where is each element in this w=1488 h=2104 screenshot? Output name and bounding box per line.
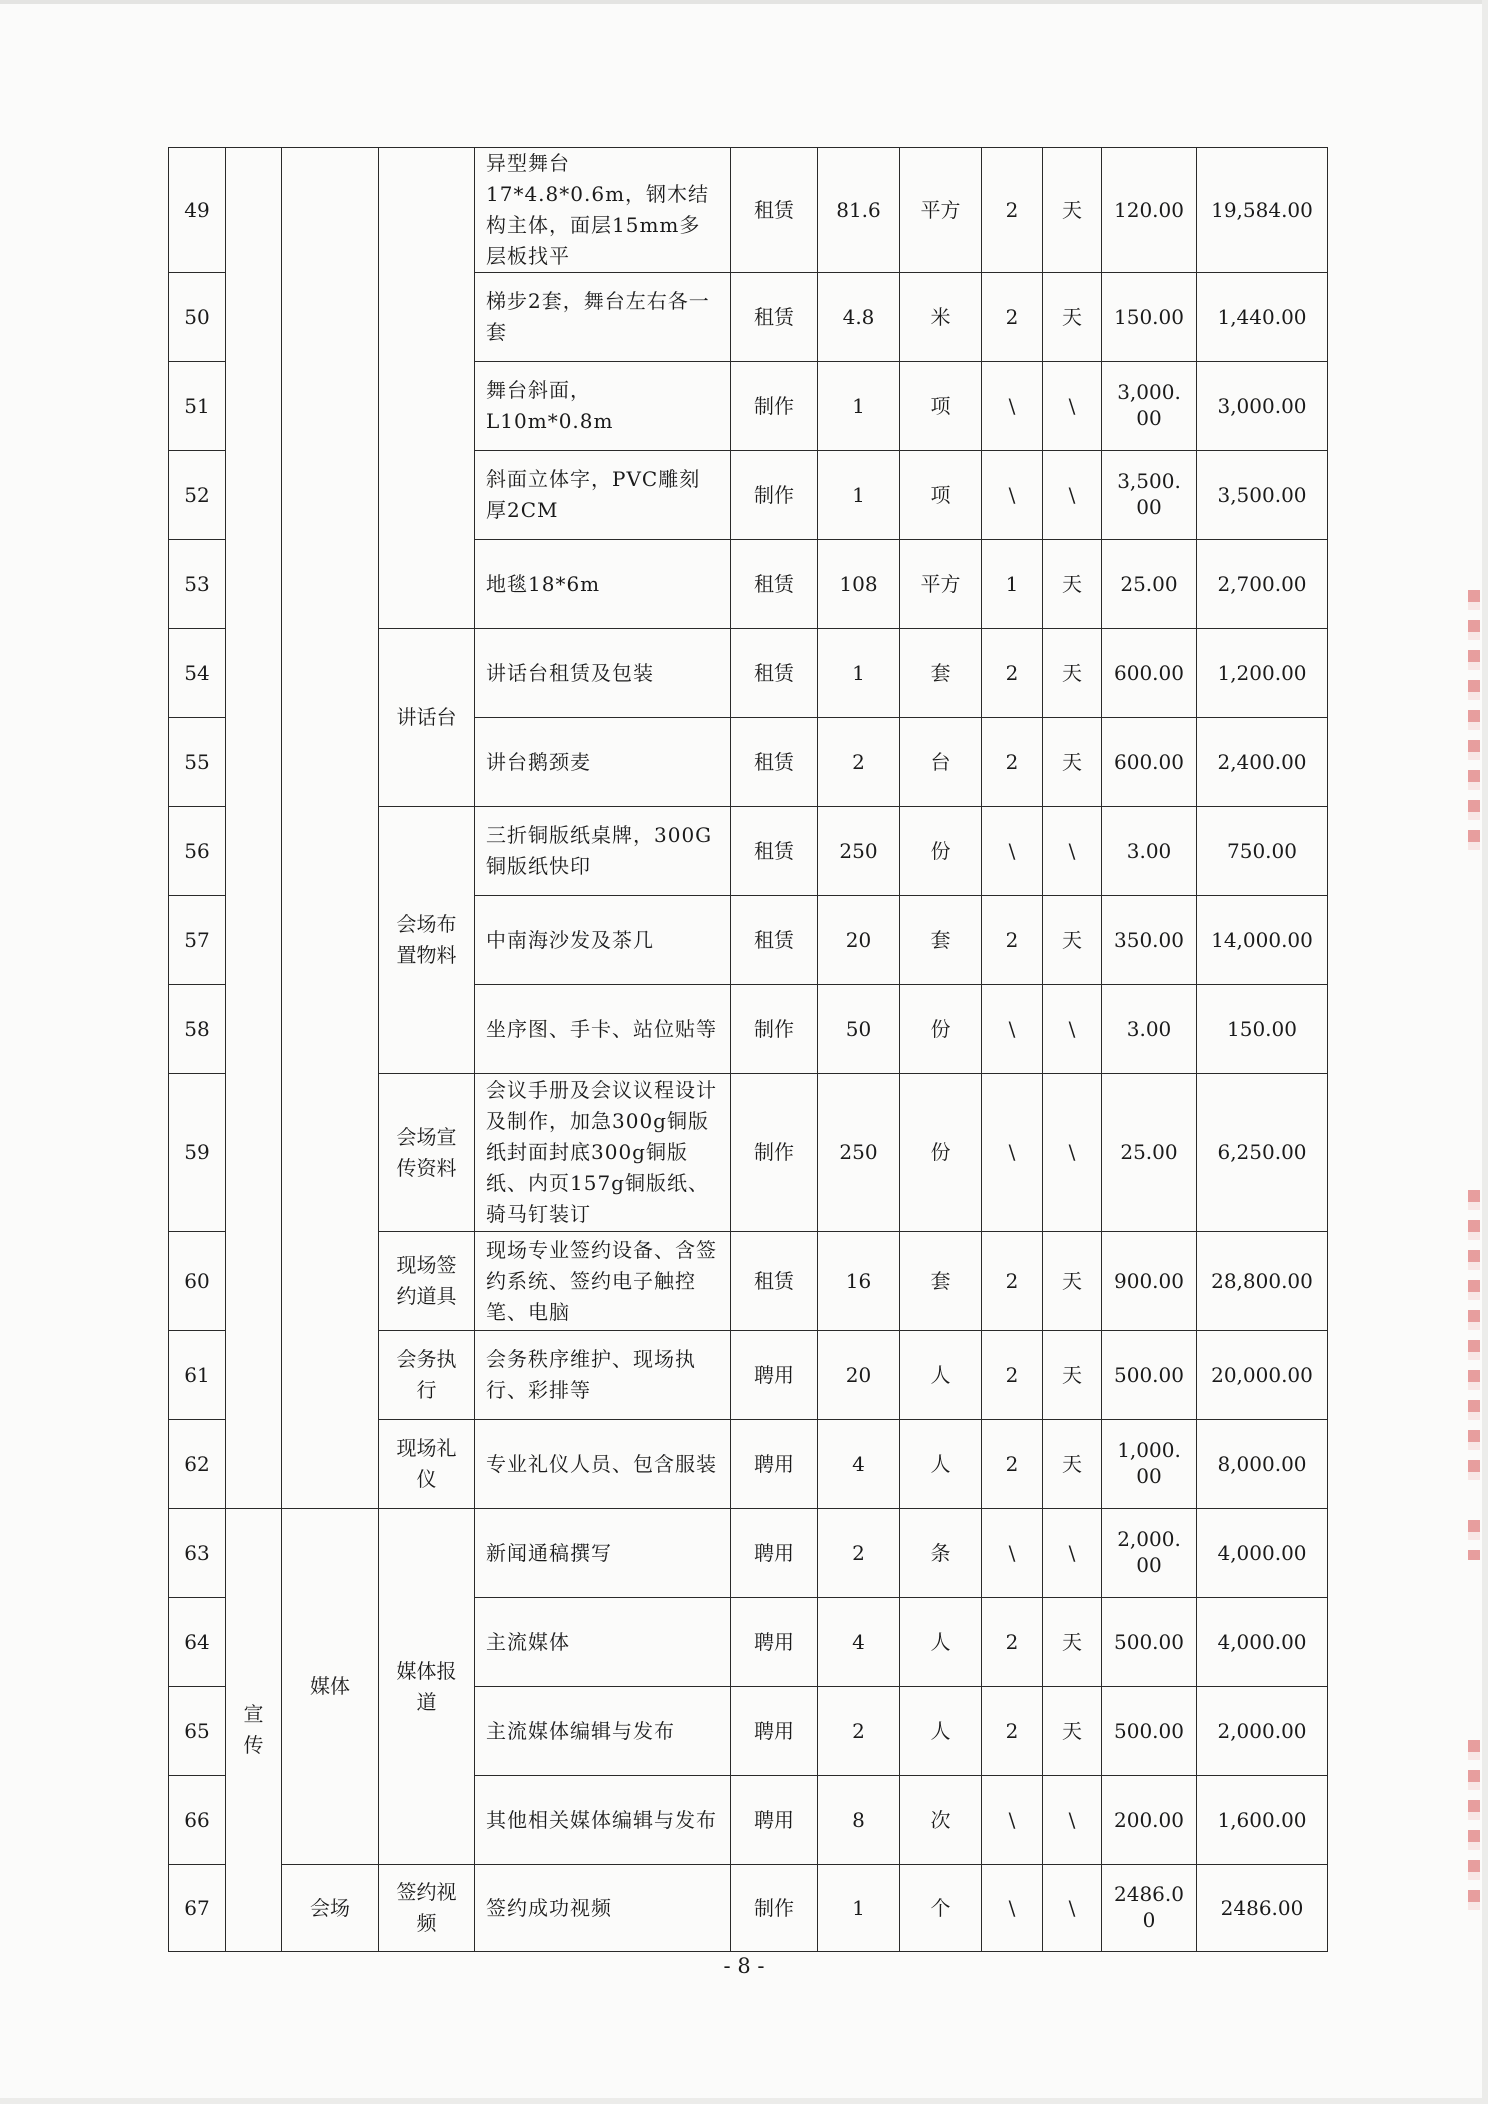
row-number: 52 xyxy=(169,451,226,540)
unit: 个 xyxy=(900,1865,982,1952)
unit: 平方 xyxy=(900,540,982,629)
unit: 套 xyxy=(900,896,982,985)
duration: 2 xyxy=(982,1598,1043,1687)
supply-mode: 租赁 xyxy=(731,718,818,807)
duration-unit: 天 xyxy=(1043,273,1102,362)
line-total: 750.00 xyxy=(1197,807,1328,896)
seal-mark xyxy=(1468,1740,1480,1920)
table-row xyxy=(169,1509,1328,1598)
duration-unit: \ xyxy=(1043,1776,1102,1865)
quantity: 8 xyxy=(818,1776,900,1865)
item-description: 现场专业签约设备、含签约系统、签约电子触控笔、电脑 xyxy=(475,1232,731,1331)
row-number: 60 xyxy=(169,1232,226,1331)
line-total: 1,600.00 xyxy=(1197,1776,1328,1865)
row-number: 56 xyxy=(169,807,226,896)
duration: 1 xyxy=(982,540,1043,629)
supply-mode: 聘用 xyxy=(731,1509,818,1598)
unit: 人 xyxy=(900,1598,982,1687)
supply-mode: 制作 xyxy=(731,451,818,540)
duration-unit: 天 xyxy=(1043,718,1102,807)
supply-mode: 制作 xyxy=(731,362,818,451)
line-total: 19,584.00 xyxy=(1197,148,1328,273)
item-description: 主流媒体 xyxy=(475,1598,731,1687)
unit-price: 200.00 xyxy=(1102,1776,1197,1865)
subcategory-label-media: 媒体 xyxy=(282,1509,379,1865)
quantity: 250 xyxy=(818,807,900,896)
supply-mode: 聘用 xyxy=(731,1331,818,1420)
duration-unit: \ xyxy=(1043,1074,1102,1232)
unit: 套 xyxy=(900,629,982,718)
quantity: 2 xyxy=(818,1687,900,1776)
unit-price: 120.00 xyxy=(1102,148,1197,273)
subcategory-label-venue: 会场 xyxy=(282,1865,379,1952)
unit-price: 150.00 xyxy=(1102,273,1197,362)
page-edge xyxy=(0,0,1488,4)
line-total: 4,000.00 xyxy=(1197,1598,1328,1687)
item-description: 讲台鹅颈麦 xyxy=(475,718,731,807)
unit: 份 xyxy=(900,985,982,1074)
unit: 平方 xyxy=(900,148,982,273)
line-total: 150.00 xyxy=(1197,985,1328,1074)
duration-unit: 天 xyxy=(1043,1331,1102,1420)
row-number: 61 xyxy=(169,1331,226,1420)
supply-mode: 租赁 xyxy=(731,148,818,273)
duration-unit: 天 xyxy=(1043,1687,1102,1776)
group-label-signing-props: 现场签约道具 xyxy=(379,1232,475,1331)
group-label-media-report: 媒体报道 xyxy=(379,1509,475,1865)
unit-price: 500.00 xyxy=(1102,1598,1197,1687)
category-cell xyxy=(226,148,282,1509)
unit-price: 25.00 xyxy=(1102,1074,1197,1232)
supply-mode: 租赁 xyxy=(731,273,818,362)
unit-price: 600.00 xyxy=(1102,718,1197,807)
duration-unit: \ xyxy=(1043,451,1102,540)
unit-price: 500.00 xyxy=(1102,1687,1197,1776)
line-total: 1,440.00 xyxy=(1197,273,1328,362)
budget-table xyxy=(168,147,1328,1952)
unit-price: 2,000.00 xyxy=(1102,1509,1197,1598)
quantity: 4 xyxy=(818,1420,900,1509)
duration: \ xyxy=(982,985,1043,1074)
line-total: 8,000.00 xyxy=(1197,1420,1328,1509)
line-total: 2,400.00 xyxy=(1197,718,1328,807)
line-total: 2,700.00 xyxy=(1197,540,1328,629)
quantity: 20 xyxy=(818,896,900,985)
duration-unit: 天 xyxy=(1043,1420,1102,1509)
duration: \ xyxy=(982,1509,1043,1598)
supply-mode: 聘用 xyxy=(731,1420,818,1509)
line-total: 3,500.00 xyxy=(1197,451,1328,540)
group-label-signing-video: 签约视频 xyxy=(379,1865,475,1952)
seal-mark xyxy=(1468,590,1480,860)
item-description: 三折铜版纸桌牌，300G铜版纸快印 xyxy=(475,807,731,896)
row-number: 65 xyxy=(169,1687,226,1776)
row-number: 49 xyxy=(169,148,226,273)
unit: 份 xyxy=(900,1074,982,1232)
unit: 项 xyxy=(900,362,982,451)
supply-mode: 租赁 xyxy=(731,896,818,985)
duration: 2 xyxy=(982,718,1043,807)
quantity: 20 xyxy=(818,1331,900,1420)
unit: 次 xyxy=(900,1776,982,1865)
supply-mode: 租赁 xyxy=(731,1232,818,1331)
unit: 米 xyxy=(900,273,982,362)
quantity: 16 xyxy=(818,1232,900,1331)
page-edge xyxy=(0,2098,1488,2104)
line-total: 4,000.00 xyxy=(1197,1509,1328,1598)
duration: 2 xyxy=(982,273,1043,362)
subcategory-cell xyxy=(282,148,379,1509)
row-number: 62 xyxy=(169,1420,226,1509)
unit: 份 xyxy=(900,807,982,896)
supply-mode: 聘用 xyxy=(731,1776,818,1865)
row-number: 59 xyxy=(169,1074,226,1232)
unit-price: 3.00 xyxy=(1102,985,1197,1074)
row-number: 66 xyxy=(169,1776,226,1865)
unit: 人 xyxy=(900,1687,982,1776)
unit-price: 3,500.00 xyxy=(1102,451,1197,540)
row-number: 51 xyxy=(169,362,226,451)
duration-unit: 天 xyxy=(1043,1598,1102,1687)
line-total: 3,000.00 xyxy=(1197,362,1328,451)
quantity: 4.8 xyxy=(818,273,900,362)
unit-price: 1,000.00 xyxy=(1102,1420,1197,1509)
seal-mark xyxy=(1468,1190,1480,1490)
duration-unit: 天 xyxy=(1043,896,1102,985)
item-description: 专业礼仪人员、包含服装 xyxy=(475,1420,731,1509)
duration: 2 xyxy=(982,1687,1043,1776)
unit-price: 3.00 xyxy=(1102,807,1197,896)
duration-unit: \ xyxy=(1043,985,1102,1074)
quantity: 108 xyxy=(818,540,900,629)
unit-price: 25.00 xyxy=(1102,540,1197,629)
quantity: 81.6 xyxy=(818,148,900,273)
supply-mode: 制作 xyxy=(731,1865,818,1952)
item-description: 会务秩序维护、现场执行、彩排等 xyxy=(475,1331,731,1420)
unit: 人 xyxy=(900,1420,982,1509)
row-number: 55 xyxy=(169,718,226,807)
row-number: 67 xyxy=(169,1865,226,1952)
item-description: 新闻通稿撰写 xyxy=(475,1509,731,1598)
group-label-venue-promo: 会场宣传资料 xyxy=(379,1074,475,1232)
item-description: 异型舞台17*4.8*0.6m，钢木结构主体，面层15mm多层板找平 xyxy=(475,148,731,273)
table-row xyxy=(169,148,1328,273)
quantity: 1 xyxy=(818,1865,900,1952)
unit-price: 500.00 xyxy=(1102,1331,1197,1420)
line-total: 2486.00 xyxy=(1197,1865,1328,1952)
group-label-lectern: 讲话台 xyxy=(379,629,475,807)
duration-unit: \ xyxy=(1043,362,1102,451)
duration: \ xyxy=(982,1776,1043,1865)
duration: \ xyxy=(982,1074,1043,1232)
item-description: 地毯18*6m xyxy=(475,540,731,629)
row-number: 64 xyxy=(169,1598,226,1687)
line-total: 28,800.00 xyxy=(1197,1232,1328,1331)
row-number: 57 xyxy=(169,896,226,985)
duration-unit: \ xyxy=(1043,807,1102,896)
duration: 2 xyxy=(982,1420,1043,1509)
supply-mode: 租赁 xyxy=(731,807,818,896)
line-total: 14,000.00 xyxy=(1197,896,1328,985)
unit: 人 xyxy=(900,1331,982,1420)
item-description: 坐序图、手卡、站位贴等 xyxy=(475,985,731,1074)
item-description: 其他相关媒体编辑与发布 xyxy=(475,1776,731,1865)
item-description: 会议手册及会议议程设计及制作，加急300g铜版纸封面封底300g铜版纸、内页157g铜版纸、骑马钉装订 xyxy=(475,1074,731,1232)
quantity: 4 xyxy=(818,1598,900,1687)
group-label-etiquette: 现场礼仪 xyxy=(379,1420,475,1509)
unit-price: 350.00 xyxy=(1102,896,1197,985)
quantity: 1 xyxy=(818,362,900,451)
row-number: 58 xyxy=(169,985,226,1074)
duration: 2 xyxy=(982,1331,1043,1420)
duration-unit: \ xyxy=(1043,1509,1102,1598)
page-edge xyxy=(1482,0,1488,2104)
duration-unit: 天 xyxy=(1043,1232,1102,1331)
item-description: 斜面立体字，PVC雕刻厚2CM xyxy=(475,451,731,540)
duration: 2 xyxy=(982,896,1043,985)
unit: 项 xyxy=(900,451,982,540)
duration-unit: 天 xyxy=(1043,540,1102,629)
duration-unit: 天 xyxy=(1043,148,1102,273)
seal-mark xyxy=(1468,1520,1480,1560)
group-cell xyxy=(379,148,475,629)
duration: \ xyxy=(982,1865,1043,1952)
quantity: 1 xyxy=(818,629,900,718)
page-number: - 8 - xyxy=(723,1954,765,1978)
supply-mode: 租赁 xyxy=(731,629,818,718)
row-number: 53 xyxy=(169,540,226,629)
row-number: 50 xyxy=(169,273,226,362)
duration: \ xyxy=(982,451,1043,540)
item-description: 中南海沙发及茶几 xyxy=(475,896,731,985)
supply-mode: 聘用 xyxy=(731,1687,818,1776)
group-label-conference-exec: 会务执行 xyxy=(379,1331,475,1420)
item-description: 主流媒体编辑与发布 xyxy=(475,1687,731,1776)
line-total: 20,000.00 xyxy=(1197,1331,1328,1420)
unit-price: 3,000.00 xyxy=(1102,362,1197,451)
unit: 套 xyxy=(900,1232,982,1331)
row-number: 63 xyxy=(169,1509,226,1598)
quantity: 50 xyxy=(818,985,900,1074)
duration: 2 xyxy=(982,1232,1043,1331)
duration: 2 xyxy=(982,148,1043,273)
duration: 2 xyxy=(982,629,1043,718)
supply-mode: 聘用 xyxy=(731,1598,818,1687)
duration: \ xyxy=(982,362,1043,451)
duration-unit: \ xyxy=(1043,1865,1102,1952)
supply-mode: 制作 xyxy=(731,985,818,1074)
unit: 条 xyxy=(900,1509,982,1598)
quantity: 2 xyxy=(818,1509,900,1598)
category-label-publicity: 宣传 xyxy=(226,1509,282,1952)
unit: 台 xyxy=(900,718,982,807)
item-description: 签约成功视频 xyxy=(475,1865,731,1952)
table-row xyxy=(169,1865,1328,1952)
group-label-venue-layout: 会场布置物料 xyxy=(379,807,475,1074)
row-number: 54 xyxy=(169,629,226,718)
unit-price: 2486.00 xyxy=(1102,1865,1197,1952)
line-total: 6,250.00 xyxy=(1197,1074,1328,1232)
line-total: 2,000.00 xyxy=(1197,1687,1328,1776)
supply-mode: 租赁 xyxy=(731,540,818,629)
item-description: 舞台斜面，L10m*0.8m xyxy=(475,362,731,451)
item-description: 讲话台租赁及包装 xyxy=(475,629,731,718)
quantity: 2 xyxy=(818,718,900,807)
duration-unit: 天 xyxy=(1043,629,1102,718)
duration: \ xyxy=(982,807,1043,896)
quantity: 250 xyxy=(818,1074,900,1232)
line-total: 1,200.00 xyxy=(1197,629,1328,718)
supply-mode: 制作 xyxy=(731,1074,818,1232)
item-description: 梯步2套，舞台左右各一套 xyxy=(475,273,731,362)
quantity: 1 xyxy=(818,451,900,540)
unit-price: 900.00 xyxy=(1102,1232,1197,1331)
unit-price: 600.00 xyxy=(1102,629,1197,718)
